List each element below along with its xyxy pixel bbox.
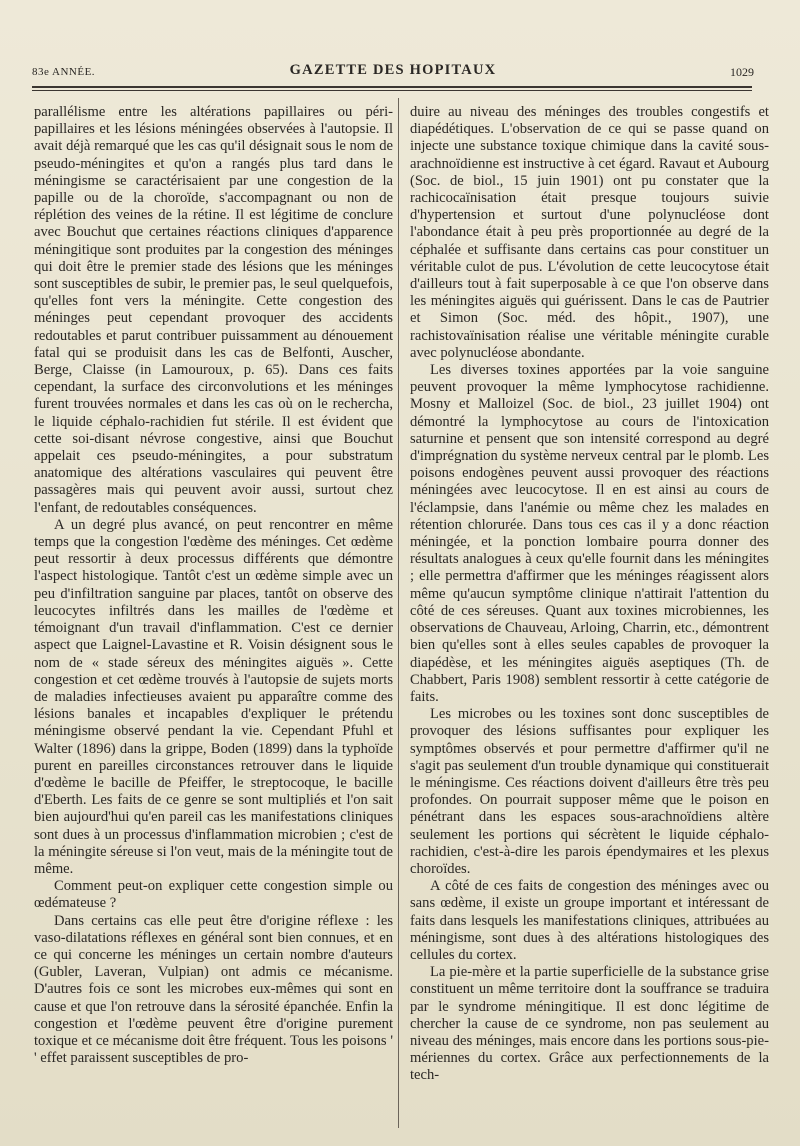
paragraph: Dans certains cas elle peut être d'origine réflexe : les vaso-dilatations réflexes en général sont bien connues, et en ce qui concerne les méninges un certain nombre d'auteurs (Gubler, Laveran, Vulpian) ont admis ce mécanisme. D'autres fois ce sont les microbes eux-mêmes qui sont en cause et que l'on retrouve dans la sérosité épanchée. Enfin la congestion et l'œdème peuvent être d'origine purement toxique et ce mécanisme doit être fréquent. Tous les poisons ' ' effet paraissent susceptibles de pro- — [34, 912, 393, 1067]
paragraph: A côté de ces faits de congestion des méninges avec ou sans œdème, il existe un groupe important et intéressant de faits dans lesquels les manifestations cliniques, attribuées au méningisme, sont dues à des altérations histologiques des cellules du cortex. — [410, 878, 769, 963]
paragraph: Comment peut-on expliquer cette congestion simple ou œdémateuse ? — [34, 878, 393, 912]
paragraph: A un degré plus avancé, on peut rencontrer en même temps que la congestion l'œdème des méninges. Cet œdème peut ressortir à deux processus différents que démontre l'aspect histologique. Tantôt c'est un œdème simple avec un peu d'infiltration sanguine par places, tantôt on observe des leucocytes infiltrés dans les mailles de l'œdème et témoignant d'un travail d'inflammation. C'est ce dernier aspect que Laignel-Lavastine et R. Voisin désignent sous le nom de « stade séreux des méningites aiguës ». Cette congestion et cet œdème trouvés à l'autopsie de sujets morts de maladies infectieuses avaient pu apparaître comme des lésions banales et incapables d'expliquer le prétendu méningisme observé pendant la vie. Cependant Pfuhl et Walter (1896) dans la grippe, Boden (1899) dans la typhoïde purent en pareilles circonstances retrouver dans le liquide d'œdème le bacille de Pfeiffer, le streptocoque, le bacille d'Eberth. Les faits de ce genre se sont multipliés et l'on sait bien aujourd'hui qu'en pareil cas les manifestations cliniques sont dues à un processus d'inflammation microbien ; c'est de la méningite séreuse si l'on veut, mais de la méningite tout de même. — [34, 516, 393, 877]
header-rule-thin — [32, 90, 752, 91]
column-divider — [398, 98, 399, 1128]
page-number: 1029 — [730, 65, 754, 79]
paragraph: La pie-mère et la partie superficielle de la substance grise constituent un même territoire dont la souffrance se traduira par le syndrome méningitique. Il est donc légitime de chercher la cause de ce syndrome, non pas seulement au niveau des méninges, mais encore dans les portions sous-pie-mériennes du cortex. Grâce aux perfectionnements de la tech- — [410, 964, 769, 1084]
paragraph: Les diverses toxines apportées par la voie sanguine peuvent provoquer la même lymphocytose rachidienne. Mosny et Malloizel (Soc. de biol., 23 juillet 1904) ont démontré la lymphocytose au cours de l'intoxication saturnine et pensent que son intensité correspond au degré d'imprégnation du système nerveux central par le plomb. Les poisons endogènes peuvent aussi provoquer des réactions méningées avec leucocytose. Il en est ainsi au cours de l'éclampsie, dans l'anémie ou même chez les malades en rétention chlorurée. Dans tous ces cas il y a donc réaction méningée, et la ponction lombaire pourra donner des résultats analogues à ceux qu'elle fournit dans les méningites ; elle permettra d'affirmer que les méninges réagissent alors même qu'aucun symptôme clinique n'attirait l'attention du côté de ces séreuses. Quant aux toxines microbiennes, les observations de Chauveau, Arloing, Charrin, etc., démontrent bien qu'elles sont à elles seules capables de provoquer la diapédèse, et les méningites aiguës aseptiques (Th. de Chabbert, Paris 1908) semblent ressortir à cette catégorie de faits. — [410, 362, 769, 705]
header-rule-thick — [32, 86, 752, 88]
journal-title: GAZETTE DES HOPITAUX — [289, 62, 497, 78]
paragraph: parallélisme entre les altérations papillaires ou péri-papillaires et les lésions méningées observées à l'autopsie. Il avait déjà remarqué que les cas qu'il désignait sous le nom de pseudo-méningites et qu'on a rangés plus tard dans le méningisme se caractérisaient par une congestion de la papille ou de la choroïde, s'accompagnant ou non de réplétion des veines de la rétine. Il est légitime de conclure avec Bouchut que certaines réactions cliniques d'apparence méningitique sont produites par la congestion des méninges qui doit être le premier stade des lésions que les méninges sont susceptibles de subir, le premier pas, le seul quelquefois, qu'elles font vers la méningite. Cette congestion des méninges peut cependant provoquer des accidents redoutables et parut contribuer puissamment au dénouement fatal qui se produisit dans les cas de Belfonti, Auscher, Berge, Claisse (in Lamouroux, p. 65). Dans ces faits cependant, la surface des circonvolutions et les méninges furent trouvées normales et dans les cas où on le rechercha, le liquide céphalo-rachidien fut stérile. Il est évident que cette soi-disant névrose congestive, ainsi que Bouchut appelait ces pseudo-méningites, a pour substratum anatomique des altérations vasculaires qui peuvent être passagères mais qui peuvent avoir aussi, surtout chez l'enfant, de redoutables conséquences. — [34, 104, 393, 516]
right-column — [410, 104, 769, 1085]
paragraph: duire au niveau des méninges des troubles congestifs et diapédétiques. L'observation de ce qui se passe quand on injecte une substance toxique chimique dans la cavité sous-arachnoïdienne est instructive à cet égard. Ravaut et Aubourg (Soc. de biol., 15 juin 1901) ont pu constater que la rachicocaïnisation était presque toujours suivie d'hypertension et surtout d'une polynucléose dont l'abondance était à peu près proportionnée au degré de la céphalée et suffisante dans certains cas pour constituer un véritable culot de pus. L'évolution de cette leucocytose était d'ailleurs tout à fait superposable à ce que l'on observe dans les méningites aiguës qui guérissent. Dans le cas de Pautrier et Simon (Soc. méd. des hôpit., 1907), une rachistovaïnisation réalise une véritable méningite curable avec polynucléose abondante. — [410, 104, 769, 361]
page-header — [32, 62, 754, 82]
paragraph: Les microbes ou les toxines sont donc susceptibles de provoquer des lésions suffisantes pour expliquer les symptômes observés et pour permettre d'affirmer qu'il ne s'agit pas seulement d'un trouble dynamique qui constituerait le méningisme. Ces réactions doivent d'ailleurs être très peu profondes. On pourrait supposer même que le poison en pénétrant dans les espaces sous-arachnoïdiens altère seulement les portions qui sécrètent le liquide céphalo-rachidien, c'est-à-dire les parois épendymaires et les plexus choroïdes. — [410, 706, 769, 877]
issue-year: 83e ANNÉE. — [32, 66, 96, 78]
left-column — [34, 104, 393, 1067]
